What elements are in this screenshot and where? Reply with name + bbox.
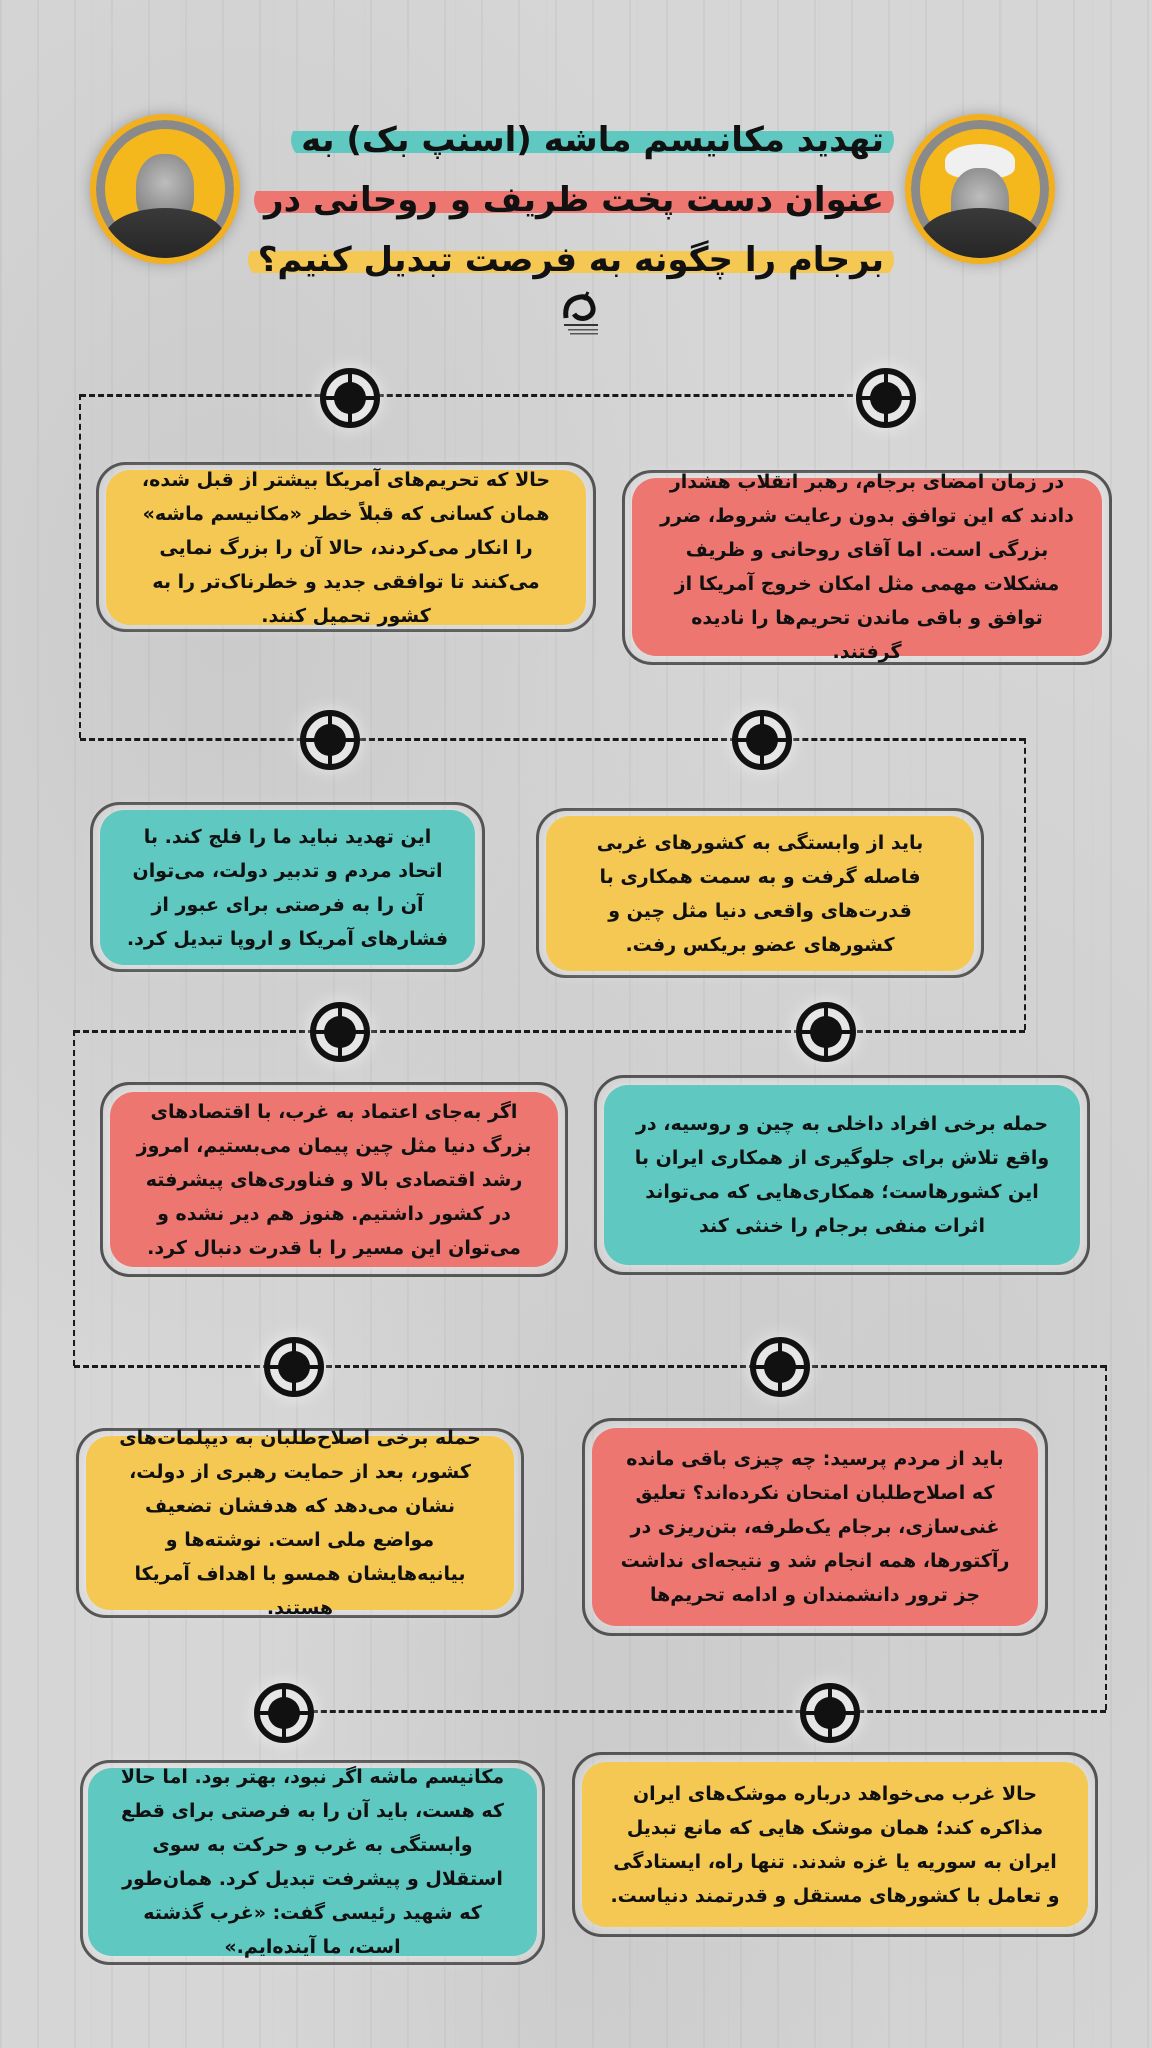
card-text: حالا غرب می‌خواهد درباره موشک‌های ایران مذاکره کند؛ همان موشک هایی که مانع تبدیل ایران به سوریه یا غزه شدند. تنها راه، ایستادگی و تعامل با کشورهای مستقل و قدرتمند دنیاست. [610,1782,1060,1907]
info-card-9 [582,1762,1088,1927]
portrait-zarif [90,114,240,264]
info-card-6 [110,1092,558,1267]
connector-line [1024,738,1026,1030]
target-icon [310,1002,370,1062]
card-text: حالا که تحریم‌های آمریکا بیشتر از قبل شده، همان کسانی که قبلاً خطر «مکانیسم ماشه» را انکار می‌کردند، حالا آن را بزرگ نمایی می‌کنند تا توافقی جدید و خطرناک‌تر را به کشور تحمیل کنند. [141,468,551,627]
portrait-body [920,208,1040,264]
connector-line [80,738,1025,741]
connector-line [74,1030,1025,1033]
page-title [258,114,894,294]
connector-line [73,1030,75,1366]
info-card-10 [88,1768,537,1956]
info-card-5 [604,1085,1080,1265]
connector-line [1105,1365,1107,1710]
title-line-1: تهدید مکانیسم ماشه (اسنپ بک) به [258,114,894,166]
publisher-logo [558,290,604,340]
portrait-body [105,208,225,264]
info-card-1 [632,471,1102,663]
title-line-2: عنوان دست پخت ظریف و روحانی در [258,174,894,226]
connector-line [80,394,880,397]
target-icon [796,1002,856,1062]
portrait-rouhani [905,114,1055,264]
connector-line [79,394,81,738]
info-card-7 [592,1428,1038,1626]
card-text: در زمان امضای برجام، رهبر انقلاب هشدار دادند که این توافق بدون رعایت شروط، ضرر بزرگی است. اما آقای روحانی و ظریف مشکلات مهمی مثل امکان خروج آمریکا از توافق و باقی ماندن تحریم‌ها را نادیده گرفتند. [660,471,1074,663]
card-text: مکانیسم ماشه اگر نبود، بهتر بود. اما حالا که هست، باید آن را به فرصتی برای قطع وابستگی به غرب و حرکت به سوی استقلال و پیشرفت تبدیل کرد. همان‌طور که شهید رئیسی گفت: «غرب گذشته است، ما آینده‌ایم.» [120,1766,505,1958]
info-card-4 [100,810,475,965]
target-icon [254,1683,314,1743]
target-icon [732,710,792,770]
card-text: حمله برخی افراد داخلی به چین و روسیه، در واقع تلاش برای جلوگیری از همکاری ایران با این کشورهاست؛ همکاری‌هایی که می‌تواند اثرات منفی برجام را خنثی کند [634,1113,1050,1237]
connector-line [74,1365,1106,1368]
card-text: حمله برخی اصلاح‌طلبان به دیپلمات‌های کشور، بعد از حمایت رهبری از دولت، نشان می‌دهد که هدفشان تضعیف مواضع ملی است. نوشته‌ها و بیانیه‌هایشان همسو با اهداف آمریکا هستند. [119,1427,481,1619]
info-card-3 [546,816,974,971]
info-card-2 [106,470,586,625]
target-icon [264,1337,324,1397]
card-text: اگر به‌جای اعتماد به غرب، با اقتصادهای بزرگ دنیا مثل چین پیمان می‌بستیم، امروز رشد اقتصادی بالا و فناوری‌های پیشرفته در کشور داشتیم. هنوز هم دیر نشده و می‌توان این مسیر را با قدرت دنبال کرد. [136,1100,532,1259]
card-text: این تهدید نباید ما را فلج کند. با اتحاد مردم و تدبیر دولت، می‌توان آن را به فرصتی برای عبور از فشارهای آمریکا و اروپا تبدیل کرد. [126,825,449,950]
card-text: باید از مردم پرسید: چه چیزی باقی مانده که اصلاح‌طلبان امتحان نکرده‌اند؟ تعلیق غنی‌سازی، برجام یک‌طرفه، بتن‌ریزی در رآکتورها، همه انجام شد و نتیجه‌ای نداشت جز ترور دانشمندان و ادامه تحریم‌ها [620,1448,1010,1606]
target-icon [800,1683,860,1743]
target-icon [856,368,916,428]
connector-line [285,1710,1106,1713]
info-card-8 [86,1427,514,1619]
target-icon [750,1337,810,1397]
target-icon [320,368,380,428]
target-icon [300,710,360,770]
card-text: باید از وابستگی به کشورهای غربی فاصله گرفت و به سمت همکاری با قدرت‌های واقعی دنیا مثل چین و کشورهای عضو بریکس رفت. [596,831,924,956]
title-line-3: برجام را چگونه به فرصت تبدیل کنیم؟ [258,234,894,286]
